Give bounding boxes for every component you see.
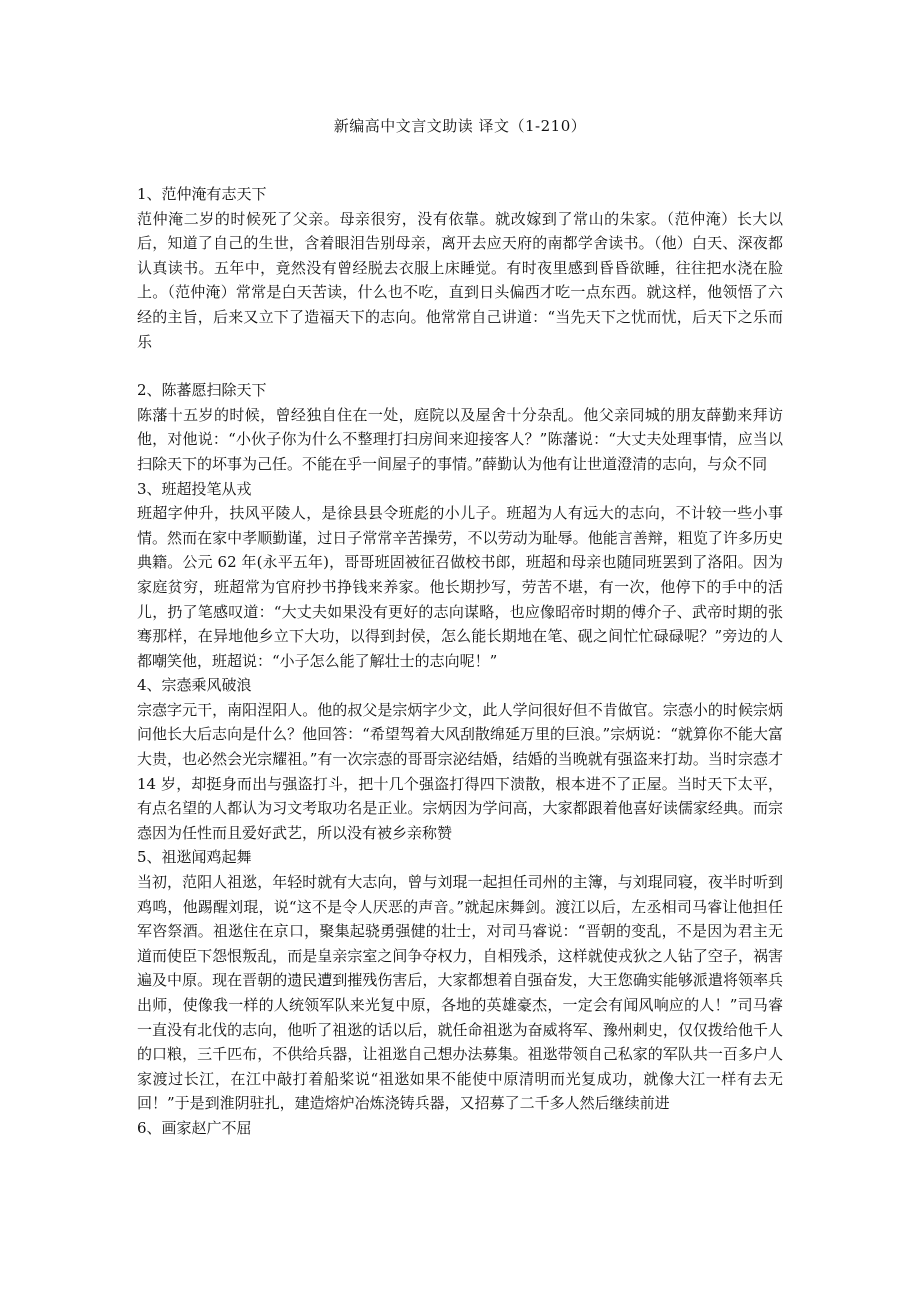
section-1 [137, 182, 783, 354]
section-heading: 5、祖逖闻鸡起舞 [137, 848, 252, 867]
section-heading: 6、画家赵广不屈 [137, 1118, 252, 1137]
section-gap [137, 354, 783, 378]
section-paragraph: 当初，范阳人祖逖，年轻时就有大志向，曾与刘琨一起担任司州的主簿，与刘琨同寝，夜半时听到鸡鸣，他踢醒刘琨，说“这不是令人厌恶的声音。”就起床舞剑。渡江以后，左丞相司马睿让他担任军咨祭酒。祖逖住在京口，聚集起骁勇强健的壮士，对司马睿说：“晋朝的变乱，不是因为君主无道而使臣下怨恨叛乱，而是皇亲宗室之间争夺权力，自相残杀，这样就使戎狄之人钻了空子，祸害遍及中原。现在晋朝的遗民遭到摧残伤害后，大家都想着自强奋发，大王您确实能够派遣将领率兵出师，使像我一样的人统领军队来光复中原，各地的英雄豪杰，一定会有闻风响应的人！”司马睿一直没有北伐的志向，他听了祖逖的话以后，就任命祖逖为奋威将军、豫州刺史，仅仅拨给他千人的口粮，三千匹布，不供给兵器，让祖逖自己想办法募集。祖逖带领自己私家的军队共一百多户人家渡过长江，在江中敲打着船桨说“祖逖如果不能使中原清明而光复成功，就像大江一样有去无回！”于是到淮阴驻扎，建造熔炉冶炼浇铸兵器，又招募了二千多人然后继续前进 [137, 873, 783, 1113]
section-paragraph: 班超字仲升，扶风平陵人，是徐县县令班彪的小儿子。班超为人有远大的志向，不计较一些小事情。然而在家中孝顺勤谨，过日子常常辛苦操劳，不以劳动为耻辱。他能言善辩，粗览了许多历史典籍。公元 62 年(永平五年)，哥哥班固被征召做校书郎，班超和母亲也随同班罢到了洛阳。因为家庭贫穷，班超常为官府抄书挣钱来养家。他长期抄写，劳苦不堪，有一次，他停下的手中的活儿，扔了笔感叹道：“大丈夫如果没有更好的志向谋略，也应像昭帝时期的傅介子、武帝时期的张骞那样，在异地他乡立下大功，以得到封侯，怎么能长期地在笔、砚之间忙忙碌碌呢？”旁边的人都嘲笑他，班超说：“小子怎么能了解壮士的志向呢！” [137, 504, 783, 670]
section-6 [137, 1116, 783, 1141]
document-body [137, 182, 783, 1141]
section-heading: 2、陈蕃愿扫除天下 [137, 381, 267, 400]
page-title: 新编高中文言文助读 译文（1-210） [333, 117, 587, 135]
section-heading: 1、范仲淹有志天下 [137, 185, 267, 203]
section-4 [137, 673, 783, 845]
section-paragraph: 陈藩十五岁的时候，曾经独自住在一处，庭院以及屋舍十分杂乱。他父亲同城的朋友薛勤来拜访他，对他说：“小伙子你为什么不整理打扫房间来迎接客人？”陈藩说：“大丈夫处理事情，应当以扫除天下的坏事为己任。不能在乎一间屋子的事情。”薛勤认为他有让世道澄清的志向，与众不同 [137, 405, 783, 473]
section-5 [137, 845, 783, 1116]
section-heading: 3、班超投笔从戎 [137, 479, 252, 498]
section-heading: 4、宗悫乘风破浪 [137, 676, 252, 695]
section-paragraph: 范仲淹二岁的时候死了父亲。母亲很穷，没有依靠。就改嫁到了常山的朱家。（范仲淹）长大以后，知道了自己的生世，含着眼泪告别母亲，离开去应天府的南都学舍读书。（他）白天、深夜都认真读书。五年中，竟然没有曾经脱去衣服上床睡觉。有时夜里感到昏昏欲睡，往往把水浇在脸上。（范仲淹）常常是白天苦读，什么也不吃，直到日头偏西才吃一点东西。就这样，他领悟了六经的主旨，后来又立下了造福天下的志向。他常常自己讲道：“当先天下之忧而忧，后天下之乐而乐 [137, 209, 783, 351]
section-paragraph: 宗悫字元干，南阳涅阳人。他的叔父是宗炳字少文，此人学问很好但不肯做官。宗悫小的时候宗炳问他长大后志向是什么？他回答：“希望驾着大风刮散绵延万里的巨浪。”宗炳说：“就算你不能大富大贵，也必然会光宗耀祖。”有一次宗悫的哥哥宗泌结婚，结婚的当晚就有强盗来打劫。当时宗悫才 14 岁，却挺身而出与强盗打斗，把十几个强盗打得四下溃散，根本进不了正屋。当时天下太平，有点名望的人都认为习文考取功名是正业。宗炳因为学问高，大家都跟着他喜好读儒家经典。而宗悫因为任性而且爱好武艺，所以没有被乡亲称赞 [137, 700, 783, 842]
section-3 [137, 477, 783, 674]
section-2 [137, 378, 783, 476]
